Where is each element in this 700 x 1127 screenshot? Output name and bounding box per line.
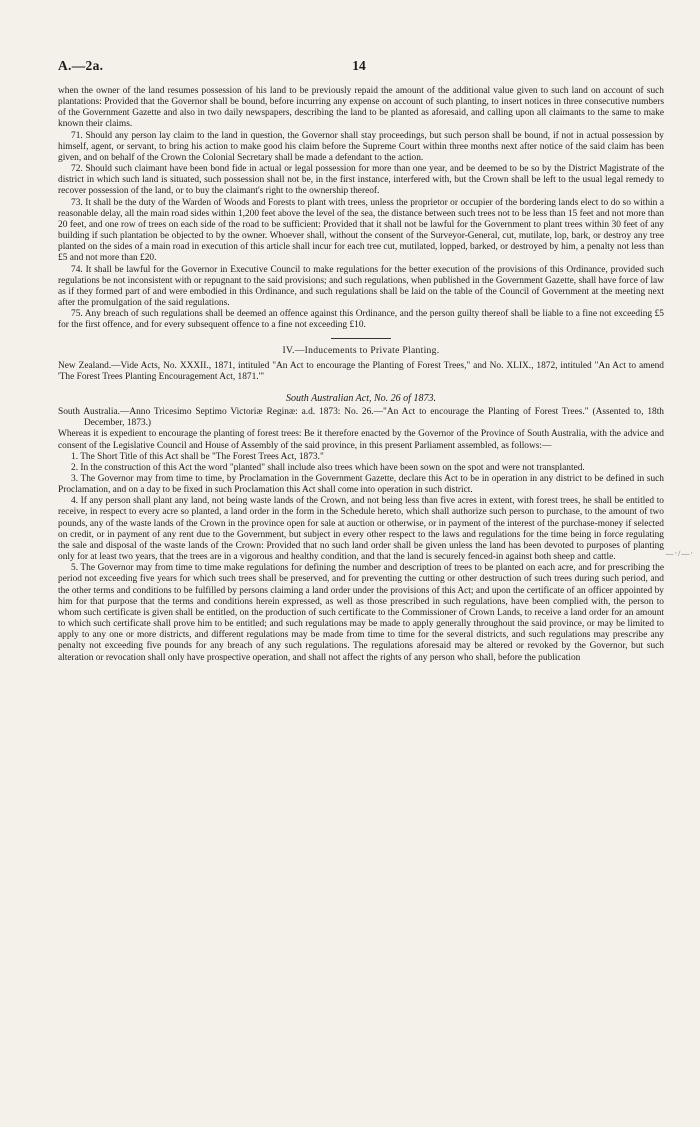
paragraph: when the owner of the land resumes possession of his land to be previously repaid the amount of the additional value given to such land on account of such plantations: Provided that the Governor shall be bound, before incurring any expense on account of such planting, to insert notices in three consecutive numbers of the Government Gazette and also in two daily newspapers, describing the land to be planted as aforesaid, and calling upon all claimants to the same to make known their claims. [58,86,664,130]
section-74: 74. It shall be lawful for the Governor in Executive Council to make regulations for the better execution of the provisions of this Ordinance, provided such regulations be not inconsistent with or repugnant to the said provisions; and such regulations, when published in the Government Gazette, shall have force of law as if they formed part of and were embodied in this Ordinance, and such regulations shall be laid on the table of the Council of Government at the meeting next after the promulgation of the said regulations. [58,264,664,308]
preamble-paragraph: Whereas it is expedient to encourage the planting of forest trees: Be it therefore enacted by the Governor of the Province of South Australia, with the advice and consent of the Legislative Council and House of Assembly of the said province, in this present Parliament assembled, as follows:— [58,429,664,451]
clause-2: 2. In the construction of this Act the word "planted" shall include also trees which have been sown on the spot and were not transplanted. [71,462,585,473]
clause-5: 5. The Governor may from time to time make regulations for defining the number and description of trees to be planted on each acre, and for prescribing the period not exceeding five years for which such trees shall be preserved, and for preventing the cutting or other destruction of such trees during such period, and the other terms and conditions to be fulfilled by persons claiming a land order under the provisions of this Act; and upon the certificate of an officer appointed by him for that purpose that the terms and conditions herein expressed, as well as those prescribed in such regulations, have been complied with, the person to whom such certificate is given shall be entitled, on the production of such certificate to the Commissioner of Crown Lands, to receive a land order for an amount to which such certificate shall prove him to be entitled; and such regulations may be made to apply generally throughout the said province, or may be limited to apply to any one or more districts, and different regulations may be made from time to time for the several districts, and such regulations may prescribe any penalty not exceeding five pounds for any breach of any such regulations. The regulations aforesaid may be altered or revoked by the Governor, but such alteration or revocation shall only have prospective operation, and shall not affect the rights of any person who shall, before the publication [58,563,664,663]
margin-mark: —·/—· [665,549,694,558]
clause-3: 3. The Governor may from time to time, by Proclamation in the Government Gazette, declare this Act to be in operation in any district to be defined in such Proclamation, and on a day to be fixed in such Proclamation this Act shall come into operation in such district. [58,474,664,496]
clause-4: 4. If any person shall plant any land, not being waste lands of the Crown, and not being less than five acres in extent, with forest trees, he shall be entitled to receive, in respect to every acre so planted, a land order in the form in the Schedule hereto, which shall authorize such person to purchase, to the amount of two pounds, any of the waste lands of the Crown in the province open for sale at auction or otherwise, or in payment of the interest of the purchase-money if selected on credit, or in payment of any rent due to the Government, but subject in every other respect to the laws and regulations for the time being in force regulating the sale and disposal of the waste lands of the Crown: Provided that no such land order shall be given unless the land has been devoted to purposes of planting only for at least two years, that the trees are in a vigorous and healthy condition, and that the land is securely fenced-in against both sheep and cattle. [58,496,664,563]
section-71: 71. Should any person lay claim to the land in question, the Governor shall stay proceedings, but such person shall be bound, if not in actual possession by himself, agent, or servant, to bring his action to make good his claim before the Supreme Court within three months next after notice of the said claim has been given, and on behalf of the Crown the Colonial Secretary shall be made a defendant to the action. [58,130,664,163]
south-australia-paragraph: South Australia.—Anno Tricesimo Septimo Victoriæ Reginæ: a.d. 1873: No. 26.—"An Act to encourage the Planting of Forest Trees." (Assented to, 18th December, 1873.) [58,407,664,429]
page-number: 14 [352,58,366,73]
clause-1: 1. The Short Title of this Act shall be "The Forest Trees Act, 1873." [71,451,324,462]
section-75: 75. Any breach of such regulations shall be deemed an offence against this Ordinance, and the person guilty thereof shall be liable to a fine not exceeding £5 for the first offence, and for every subsequent offence to a fine not exceeding £10. [58,309,664,331]
section-heading: IV.—Inducements to Private Planting. [282,345,440,357]
document-body [58,86,664,664]
divider [331,338,391,339]
new-zealand-paragraph: New Zealand.—Vide Acts, No. XXXII., 1871, intituled "An Act to encourage the Planting of Forest Trees," and No. XLIX., 1872, intituled "An Act to amend 'The Forest Trees Planting Encouragement Act, 1871.'" [58,360,664,382]
page-header [58,58,660,78]
section-73: 73. It shall be the duty of the Warden of Woods and Forests to plant with trees, unless the proprietor or occupier of the bordering lands elect to do so within a reasonable delay, all the main road sides within 1,200 feet above the level of the sea, the distance between such trees not to be less than 15 feet and not more than 20 feet, and one row of trees on each side of the road to be sufficient: Provided that it shall not be lawful for the Government to plant trees within 30 feet of any building if such plantation be objected to by the owner. Whoever shall, without the consent of the Surveyor-General, cut, mutilate, lop, bark, or destroy any tree planted on the sides of a main road in execution of this article shall incur for each tree cut, mutilated, lopped, barked, or destroyed by him, a penalty not less than £5 and not more than £20. [58,197,664,264]
section-72: 72. Should such claimant have been bond fide in actual or legal possession for more than one year, and be deemed to be so by the District Magistrate of the district in which such land is situated, such possession shall not be, in the first instance, interfered with, but the Crown shall be left to the usual legal remedy to recover possession of the land, or to buy the claimant's right to the ownership thereof. [58,164,664,197]
document-reference: A.—2a. [58,58,104,73]
sub-heading: South Australian Act, No. 26 of 1873. [286,392,436,404]
